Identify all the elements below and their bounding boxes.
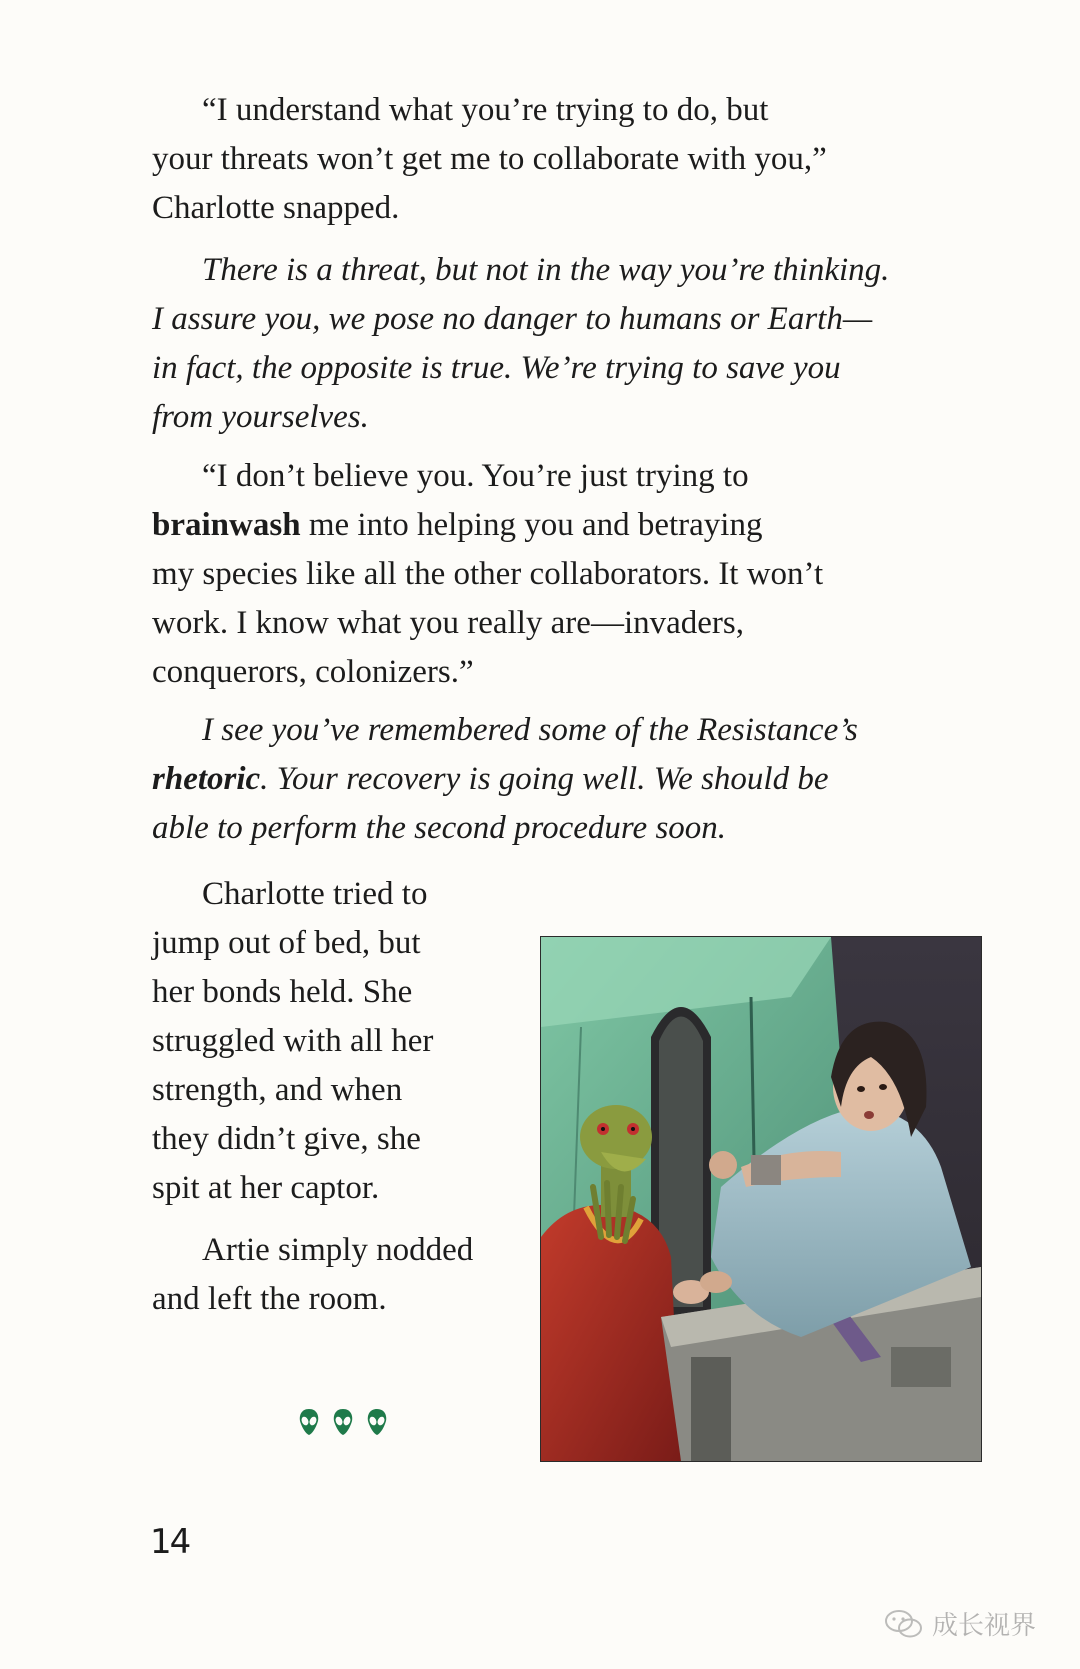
wechat-logo-icon: [884, 1608, 924, 1640]
text-line: my species like all the other collaborators. It won’t: [152, 556, 824, 592]
paragraph-telepathic-2: [152, 706, 952, 853]
vocab-word-rhetoric: rhetoric: [152, 761, 261, 797]
text-line: [152, 501, 952, 550]
text-line: Artie simply nodded: [202, 1232, 474, 1268]
alien-head-icon: [332, 1408, 354, 1436]
text-fragment: . Your recovery is going well. We should be: [260, 761, 829, 797]
section-break-ornament: [298, 1408, 388, 1438]
watermark: [884, 1605, 1036, 1642]
text-line: “I understand what you’re trying to do, but: [202, 92, 769, 128]
text-line: jump out of bed, but: [152, 925, 421, 961]
text-line: Charlotte tried to: [202, 876, 428, 912]
text-line: they didn’t give, she: [152, 1121, 421, 1157]
paragraph-dialogue-1: [152, 86, 952, 233]
vocab-word-brainwash: brainwash: [152, 507, 301, 543]
text-line: in fact, the opposite is true. We’re trying to save you: [152, 350, 841, 386]
text-line: Charlotte snapped.: [152, 190, 400, 226]
text-line: [152, 755, 952, 804]
text-line: her bonds held. She: [152, 974, 413, 1010]
paragraph-narration-1: [152, 870, 522, 1213]
text-line: work. I know what you really are—invaders,: [152, 605, 744, 641]
paragraph-dialogue-2: [152, 452, 952, 697]
text-fragment: me into helping you and betraying: [300, 507, 763, 543]
paragraph-narration-2: [152, 1226, 522, 1324]
text-line: spit at her captor.: [152, 1170, 380, 1206]
paragraph-telepathic-1: [152, 246, 952, 442]
alien-head-icon: [366, 1408, 388, 1436]
alien-and-girl-illustration: [540, 936, 982, 1462]
text-line: your threats won’t get me to collaborate with you,”: [152, 141, 827, 177]
text-line: I assure you, we pose no danger to humans or Earth—: [152, 301, 873, 337]
text-line: struggled with all her: [152, 1023, 434, 1059]
text-line: from yourselves.: [152, 399, 369, 435]
text-line: able to perform the second procedure soon.: [152, 810, 727, 846]
watermark-text: 成长视界: [932, 1611, 1037, 1641]
text-line: I see you’ve remembered some of the Resistance’s: [202, 712, 858, 748]
text-line: “I don’t believe you. You’re just trying to: [202, 458, 749, 494]
page-number: 14: [150, 1522, 190, 1562]
text-line: and left the room.: [152, 1281, 387, 1317]
alien-head-icon: [298, 1408, 320, 1436]
text-line: conquerors, colonizers.”: [152, 654, 474, 690]
text-line: There is a threat, but not in the way you’re thinking.: [202, 252, 890, 288]
text-line: strength, and when: [152, 1072, 403, 1108]
